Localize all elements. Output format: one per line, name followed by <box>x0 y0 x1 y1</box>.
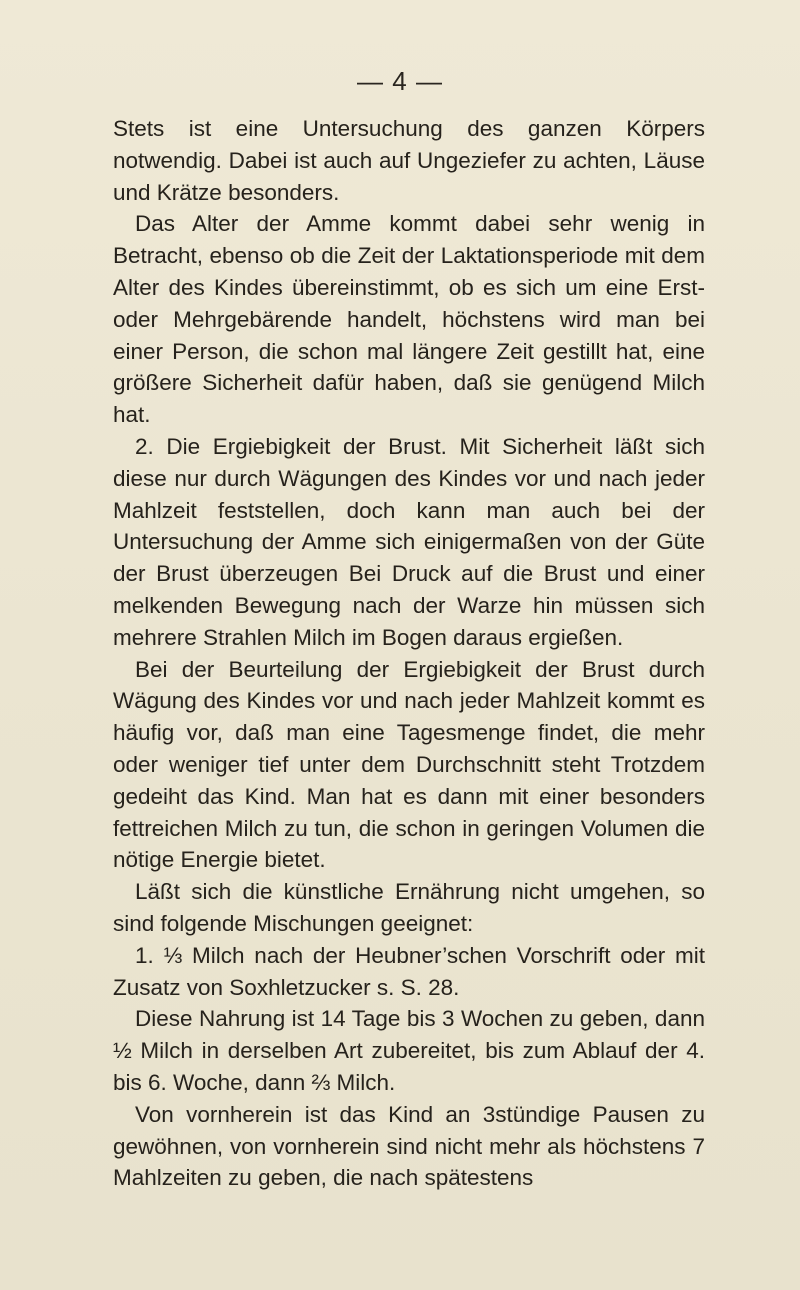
paragraph-3: 2. Die Ergiebigkeit der Brust. Mit Sicherheit läßt sich diese nur durch Wägungen des Kindes vor und nach jeder Mahlzeit feststellen, doch kann man auch bei der Untersuchung der Amme sich einigermaßen von der Güte der Brust überzeugen Bei Druck auf die Brust und einer melkenden Bewegung nach der Warze hin müssen sich mehrere Strahlen Milch im Bogen daraus ergießen. <box>113 433 705 650</box>
page-number: — 4 — <box>357 66 443 96</box>
body-text <box>113 113 705 1194</box>
paragraph-1: Stets ist eine Untersuchung des ganzen Körpers notwendig. Dabei ist auch auf Ungeziefer zu achten, Läuse und Krätze besonders. <box>113 116 705 205</box>
paragraph-8: Von vornherein ist das Kind an 3stündige Pausen zu gewöhnen, von vornherein sind nicht mehr als höchstens 7 Mahlzeiten zu geben, die nach spätestens <box>113 1101 705 1191</box>
paragraph-7: Diese Nahrung ist 14 Tage bis 3 Wochen zu geben, dann ½ Milch in derselben Art zubereitet, bis zum Ablauf der 4. bis 6. Woche, dann ⅔ Milch. <box>113 1006 705 1095</box>
paragraph-5: Läßt sich die künstliche Ernährung nicht umgehen, so sind folgende Mischungen geeignet: <box>113 879 705 936</box>
paragraph-4: Bei der Beurteilung der Ergiebigkeit der Brust durch Wägung des Kindes vor und nach jeder Mahlzeit kommt es häufig vor, daß man eine Tagesmenge findet, die mehr oder weniger tief unter dem Durchschnitt steht Trotzdem gedeiht das Kind. Man hat es dann mit einer besonders fettreichen Milch zu tun, die schon in geringen Volumen die nötige Energie bietet. <box>113 656 705 873</box>
paragraph-6: 1. ⅓ Milch nach der Heubner’schen Vorschrift oder mit Zusatz von Soxhletzucker s. S. 28. <box>113 942 705 1000</box>
paragraph-2: Das Alter der Amme kommt dabei sehr wenig in Betracht, ebenso ob die Zeit der Laktationsperiode mit dem Alter des Kindes übereinstimmt, ob es sich um eine Erst- oder Mehrgebärende handelt, höchstens wird man bei einer Person, die schon mal längere Zeit gestillt hat, eine größere Sicherheit dafür haben, daß sie genügend Milch hat. <box>113 211 705 428</box>
